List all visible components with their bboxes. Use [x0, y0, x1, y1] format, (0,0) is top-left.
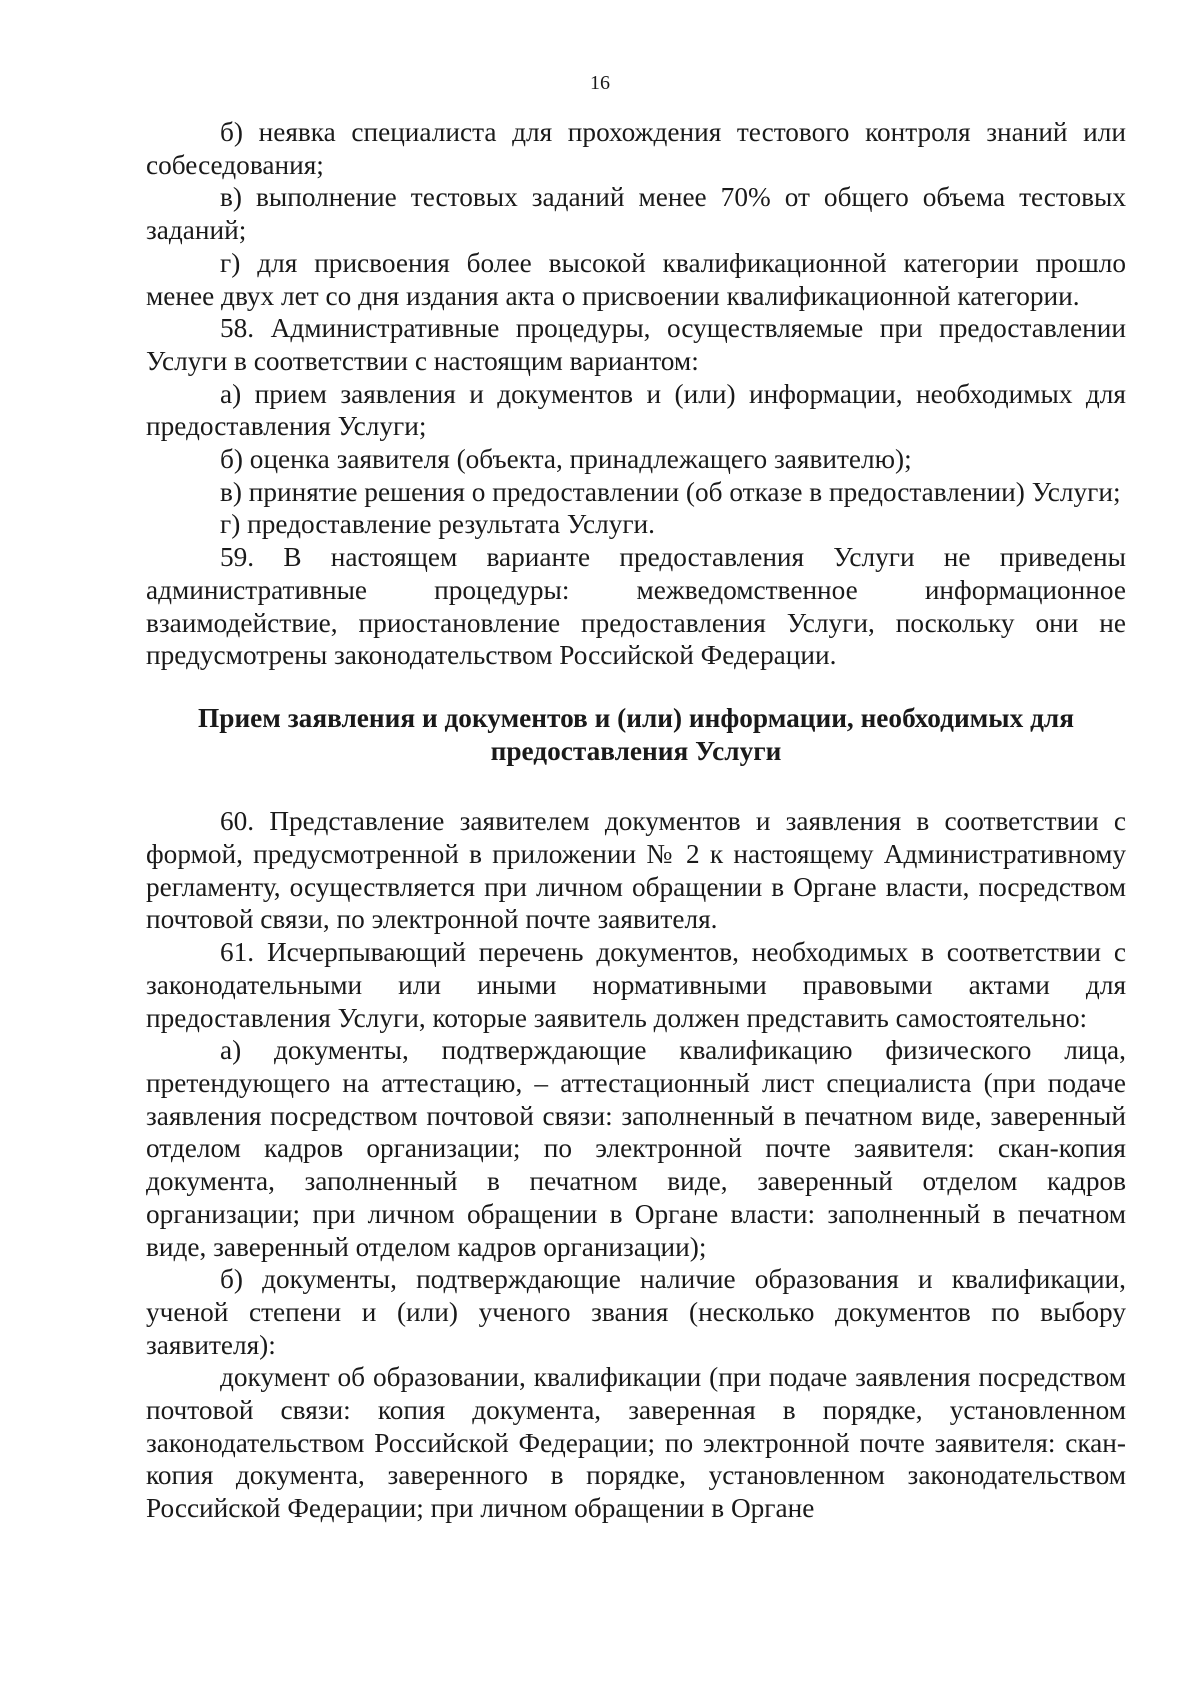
paragraph-58: 58. Административные процедуры, осуществляемые при предоставлении Услуги в соответствии с настоящим вариантом:	[146, 313, 1126, 376]
paragraph-58-item-a: а) прием заявления и документов и (или) информации, необходимых для предоставления Услуги;	[146, 378, 1126, 442]
paragraph-61: 61. Исчерпывающий перечень документов, необходимых в соответствии с законодательными или иными нормативными правовыми актами для предоставления Услуги, которые заявитель должен представить самостоятельно:	[146, 937, 1126, 1033]
paragraph-61-item-b: б) документы, подтверждающие наличие образования и квалификации, ученой степени и (или) ученого звания (несколько документов по выбору заявителя):	[146, 1264, 1126, 1360]
paragraph-60: 60. Представление заявителем документов и заявления в соответствии с формой, предусмотренной в приложении № 2 к настоящему Административному регламенту, осуществляется при личном обращении в Органе власти, посредством почтовой связи, по электронной почте заявителя.	[146, 806, 1126, 935]
section-heading: Прием заявления и документов и (или) информации, необходимых для предоставления Услуги	[198, 702, 1074, 766]
paragraph-58-item-b: б) оценка заявителя (объекта, принадлежащего заявителю);	[220, 444, 912, 475]
paragraph-61-item-a: а) документы, подтверждающие квалификацию физического лица, претендующего на аттестацию, – аттестационный лист специалиста (при подаче заявления посредством почтовой связи: заполненный в печатном виде, заверенный отделом кадров организации; по электронной почте заявителя: скан-копия документа, заполненный в печатном виде, заверенный отделом кадров организации; при личном обращении в Органе власти: заполненный в печатном виде, заверенный отделом кадров организации);	[146, 1035, 1126, 1262]
document-body	[146, 116, 1126, 1525]
paragraph-58-item-v: в) принятие решения о предоставлении (об отказе в предоставлении) Услуги;	[220, 476, 1121, 507]
paragraph-58-item-g: г) предоставление результата Услуги.	[220, 509, 655, 540]
paragraph-59: 59. В настоящем варианте предоставления Услуги не приведены административные процедуры: межведомственное информационное взаимодействие, приостановление предоставления Услуги, поскольку они не предусмотрены законодательством Российской Федерации.	[146, 542, 1126, 671]
page-number: 16	[590, 72, 610, 94]
paragraph-item-b-no-show: б) неявка специалиста для прохождения тестового контроля знаний или собеседования;	[146, 117, 1126, 180]
paragraph-item-v-test-score: в) выполнение тестовых заданий менее 70% от общего объема тестовых заданий;	[146, 182, 1126, 246]
paragraph-item-g-two-years: г) для присвоения более высокой квалификационной категории прошло менее двух лет со дня издания акта о присвоении квалификационной категории.	[146, 247, 1126, 311]
paragraph-education-document: документ об образовании, квалификации (при подаче заявления посредством почтовой связи: копия документа, заверенная в порядке, установленном законодательством Российской Федерации; по электронной почте заявителя: скан-копия документа, заверенного в порядке, установленном законодательством Российской Федерации; при личном обращении в Органе	[146, 1362, 1126, 1524]
